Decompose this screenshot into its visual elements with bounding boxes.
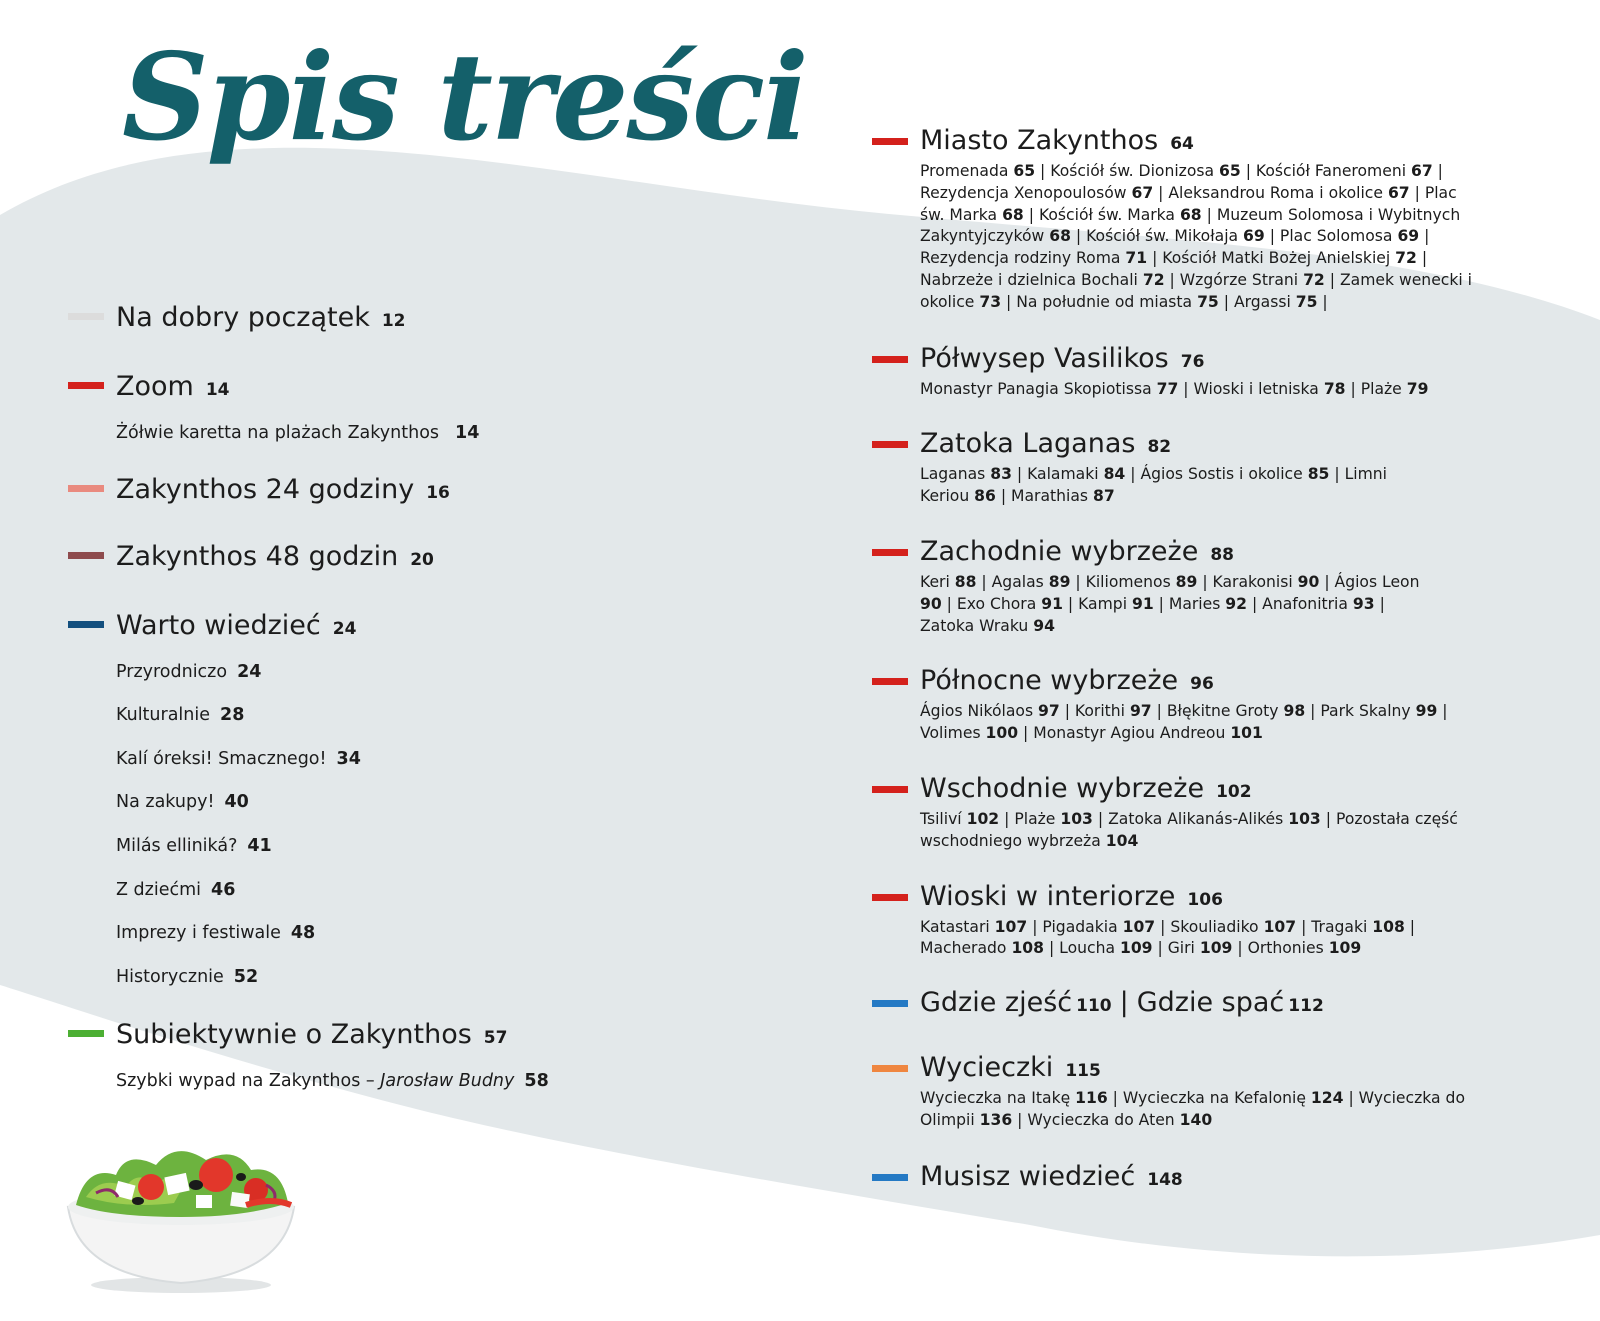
- toc-section-wschodnie[interactable]: [872, 772, 1582, 853]
- detail-item[interactable]: Wycieczka na Itakę 116: [920, 1089, 1108, 1108]
- section-title: Musisz wiedzieć: [920, 1160, 1136, 1192]
- detail-item[interactable]: Rezydencja rodziny Roma 71: [920, 249, 1148, 268]
- detail-item[interactable]: Aleksandrou Roma i okolice 67: [1168, 183, 1410, 202]
- detail-item[interactable]: Exo Chora 91: [956, 594, 1063, 613]
- toc-section-48-godzin[interactable]: [68, 535, 748, 582]
- toc-subitem[interactable]: Historycznie 52: [116, 966, 259, 987]
- section-color-bar: [68, 313, 104, 320]
- section-page-sleep: 112: [1288, 996, 1324, 1017]
- section-title: Miasto Zakynthos: [920, 125, 1159, 156]
- detail-item[interactable]: Wycieczka do Olimpii 136: [920, 1089, 1465, 1129]
- section-color-bar: [872, 678, 908, 685]
- section-title: Półwysep Vasilikos: [920, 342, 1169, 374]
- section-details: Laganas 83 | Kalamaki 84 | Ágios Sostis i okolice 85 | Limni Keriou 86 | Marathias 87: [920, 465, 1387, 506]
- section-title: Zachodnie wybrzeże: [920, 535, 1199, 567]
- toc-section-musisz-wiedziec[interactable]: [872, 1160, 1582, 1197]
- detail-item[interactable]: Kampi 91: [1078, 594, 1154, 613]
- detail-item[interactable]: Macherado 108: [920, 939, 1044, 958]
- detail-item[interactable]: Wycieczka na Kefalonię 124: [1122, 1089, 1344, 1108]
- section-color-bar: [68, 382, 104, 389]
- detail-item[interactable]: Zamek wenecki i okolice 73: [920, 270, 1473, 311]
- detail-item[interactable]: Agalas 89: [991, 572, 1071, 591]
- detail-item[interactable]: Kościół Matki Bożej Anielskiej 72: [1162, 249, 1417, 268]
- section-page: 24: [332, 618, 357, 639]
- section-details: Ágios Nikólaos 97 | Korithi 97 | Błękitne Groty 98 | Park Skalny 99 | Volimes 100 | Monastyr Agiou Andreou 101: [920, 702, 1448, 743]
- detail-item[interactable]: Błękitne Groty 98: [1166, 702, 1306, 721]
- detail-item[interactable]: Plaże 79: [1360, 379, 1429, 398]
- detail-item[interactable]: Wzgórze Strani 72: [1179, 270, 1325, 289]
- detail-item[interactable]: Promenada 65: [920, 162, 1036, 180]
- detail-item[interactable]: Ágios Sostis i okolice 85: [1140, 465, 1330, 484]
- detail-item[interactable]: Kościół św. Marka 68: [1038, 205, 1202, 224]
- section-page: 88: [1210, 544, 1235, 565]
- toc-section-wioski[interactable]: [872, 880, 1582, 961]
- detail-item[interactable]: Zatoka Alikanás-Alikés 103: [1108, 809, 1321, 828]
- section-color-bar: [68, 485, 104, 492]
- detail-item[interactable]: Volimes 100: [920, 724, 1019, 743]
- section-page: 148: [1147, 1169, 1183, 1190]
- toc-right-column: [872, 124, 1582, 1197]
- detail-item[interactable]: Plac Solomosa 69: [1279, 227, 1420, 246]
- section-page: 96: [1190, 674, 1214, 695]
- toc-section-wycieczki[interactable]: [872, 1051, 1582, 1132]
- toc-section-subiektywnie[interactable]: [68, 1013, 748, 1104]
- section-page: 16: [426, 482, 450, 503]
- detail-item[interactable]: Ágios Nikólaos 97: [920, 702, 1060, 721]
- section-title-sleep: Gdzie spać: [1136, 987, 1285, 1019]
- section-details: Wycieczka na Itakę 116 | Wycieczka na Kefalonię 124 | Wycieczka do Olimpii 136 | Wycieczka do Aten 140: [920, 1089, 1465, 1129]
- section-title: Warto wiedzieć: [116, 609, 321, 641]
- section-title: Wycieczki: [920, 1052, 1054, 1084]
- detail-item[interactable]: Kalamaki 84: [1027, 465, 1126, 484]
- detail-item[interactable]: Zatoka Wraku 94: [920, 616, 1055, 635]
- detail-item[interactable]: Kiliomenos 89: [1085, 572, 1198, 591]
- toc-section-miasto-zakynthos[interactable]: [872, 124, 1582, 314]
- section-title: Wioski w interiorze: [920, 880, 1176, 912]
- detail-item[interactable]: Muzeum Solomosa i Wybitnych Zakyntyjczyków 68: [920, 205, 1461, 246]
- detail-item[interactable]: Laganas 83: [920, 465, 1012, 484]
- detail-item[interactable]: Orthonies 109: [1247, 939, 1362, 958]
- section-color-bar: [872, 138, 908, 145]
- toc-subitem[interactable]: Żółwie karetta na plażach Zakynthos 14: [116, 423, 480, 443]
- toc-subitem[interactable]: Z dziećmi 46: [116, 879, 236, 900]
- section-details: Promenada 65 | Kościół św. Dionizosa 65 | Kościół Faneromeni 67 | Rezydencja Xenopoulosów 67 | Aleksandrou Roma i okolice 67 | Plac św. Marka 68 | Kościół św. Marka 68 | Muzeum Solomosa i Wybitnych Zakyntyjczyków 68 | Kościół św. Mikołaja 69 | Plac Solomosa 69 | Rezydencja rodziny Roma 71 | Kościół Matki Bożej Anielskiej 72 | Nabrzeże i dzielnica Bochali 72 | Wzgórze Strani 72 | Zamek wenecki i okolice 73 | Na południe od miasta 75 | Argassi 75 |: [920, 162, 1473, 311]
- section-title-eat: Gdzie zjeść: [920, 987, 1073, 1019]
- section-details: Keri 88 | Agalas 89 | Kiliomenos 89 | Karakonisi 90 | Ágios Leon 90 | Exo Chora 91 | Kampi 91 | Maries 92 | Anafonitria 93 | Zatoka Wraku 94: [920, 572, 1420, 635]
- detail-item[interactable]: Giri 109: [1167, 939, 1233, 958]
- section-title: Północne wybrzeże: [920, 665, 1179, 697]
- toc-section-zachodnie[interactable]: [872, 535, 1582, 637]
- section-color-bar: [872, 1065, 908, 1072]
- toc-subitem[interactable]: Kulturalnie 28: [116, 705, 245, 726]
- toc-section-24-godziny[interactable]: [68, 468, 748, 515]
- detail-item[interactable]: Park Skalny 99: [1320, 702, 1438, 721]
- section-color-bar: [68, 1030, 104, 1037]
- detail-item[interactable]: Kościół św. Dionizosa 65: [1050, 162, 1241, 180]
- detail-item[interactable]: Karakonisi 90: [1212, 572, 1320, 591]
- page-title: Spis treści: [122, 27, 807, 168]
- section-color-bar: [872, 356, 908, 363]
- detail-item[interactable]: Plaże 103: [1014, 809, 1093, 828]
- toc-subitem[interactable]: Kalí óreksi! Smacznego! 34: [116, 748, 361, 769]
- section-page: 115: [1065, 1061, 1101, 1082]
- section-details: Tsiliví 102 | Plaże 103 | Zatoka Alikanás-Alikés 103 | Pozostała część wschodniego wybrzeża 104: [920, 809, 1458, 850]
- toc-subitem[interactable]: Szybki wypad na Zakynthos – Jarosław Budny 58: [116, 1071, 549, 1092]
- detail-item[interactable]: Skouliadiko 107: [1170, 917, 1297, 936]
- detail-item[interactable]: Korithi 97: [1074, 702, 1152, 721]
- section-color-bar: [872, 549, 908, 556]
- section-details: Katastari 107 | Pigadakia 107 | Skouliadiko 107 | Tragaki 108 | Macherado 108 | Loucha 109 | Giri 109 | Orthonies 109: [920, 917, 1416, 958]
- section-color-bar: [872, 894, 908, 901]
- section-page: 12: [381, 311, 406, 331]
- detail-item[interactable]: Argassi 75: [1233, 292, 1318, 311]
- detail-item[interactable]: Kościół św. Mikołaja 69: [1086, 227, 1265, 246]
- detail-item[interactable]: Tsiliví 102: [920, 809, 1000, 828]
- author-name: Jarosław Budny: [380, 1071, 515, 1092]
- section-color-bar: [872, 1174, 908, 1181]
- section-page: 64: [1170, 134, 1194, 154]
- detail-item[interactable]: Monastyr Agiou Andreou 101: [1033, 724, 1263, 743]
- detail-item[interactable]: Plac św. Marka 68: [920, 183, 1457, 224]
- section-page-eat: 110: [1076, 996, 1112, 1017]
- section-color-bar: [68, 621, 104, 628]
- detail-item[interactable]: Maries 92: [1168, 594, 1247, 613]
- section-title: Zakynthos 24 godziny: [116, 473, 415, 505]
- toc-section-laganas[interactable]: [872, 427, 1582, 508]
- toc-left-column: [68, 296, 748, 1104]
- section-title: Zakynthos 48 godzin: [116, 540, 399, 572]
- detail-item[interactable]: Pigadakia 107: [1042, 917, 1156, 936]
- section-page: 14: [205, 380, 230, 400]
- toc-section-polnocne[interactable]: [872, 664, 1582, 745]
- detail-item[interactable]: Tragaki 108: [1311, 917, 1405, 936]
- detail-item[interactable]: Rezydencja Xenopoulosów 67: [920, 183, 1154, 202]
- toc-subitem[interactable]: Na zakupy! 40: [116, 792, 249, 813]
- toc-section-gdzie-zjesc-spac[interactable]: Gdzie zjeść 110 | Gdzie spać 112: [872, 986, 1582, 1023]
- detail-item[interactable]: Pozostała część wschodniego wybrzeża 104: [920, 809, 1458, 850]
- salad-bowl-image: [56, 1135, 306, 1295]
- section-page: 20: [410, 549, 434, 570]
- detail-item[interactable]: Ágios Leon 90: [920, 572, 1420, 613]
- section-color-bar: [872, 441, 908, 448]
- section-color-bar: [872, 1000, 908, 1007]
- section-title: Zatoka Laganas: [920, 428, 1136, 460]
- toc-subitem[interactable]: Przyrodniczo 24: [116, 661, 262, 682]
- section-title: Subiektywnie o Zakynthos: [116, 1019, 472, 1051]
- trailing-separator: |: [1317, 292, 1328, 311]
- section-page: 102: [1216, 781, 1252, 802]
- detail-item[interactable]: Monastyr Panagia Skopiotissa 77: [920, 379, 1179, 398]
- toc-section-vasilikos[interactable]: [872, 342, 1582, 401]
- detail-item[interactable]: Limni Keriou 86: [920, 465, 1387, 506]
- toc-section-na-dobry-poczatek[interactable]: [68, 296, 748, 343]
- detail-item[interactable]: Na południe od miasta 75: [1016, 292, 1219, 311]
- section-color-bar: [68, 552, 104, 559]
- section-color-bar: [872, 786, 908, 793]
- section-title: Zoom: [116, 371, 194, 402]
- detail-item[interactable]: Katastari 107: [920, 917, 1028, 936]
- detail-item[interactable]: Wycieczka do Aten 140: [1027, 1110, 1213, 1129]
- section-page: 57: [483, 1028, 508, 1049]
- toc-section-zoom[interactable]: [68, 365, 748, 456]
- detail-item[interactable]: Loucha 109: [1059, 939, 1153, 958]
- section-page: 76: [1180, 351, 1205, 372]
- detail-item[interactable]: Anafonitria 93: [1262, 594, 1375, 613]
- section-title: Wschodnie wybrzeże: [920, 772, 1205, 804]
- toc-subitem[interactable]: Imprezy i festiwale 48: [116, 923, 316, 944]
- detail-item[interactable]: Keri 88: [920, 572, 977, 591]
- toc-section-warto-wiedziec[interactable]: [68, 604, 748, 1000]
- detail-item[interactable]: Marathias 87: [1011, 487, 1115, 506]
- toc-subitem[interactable]: Milás elliniká? 41: [116, 835, 272, 856]
- section-page: 82: [1147, 437, 1172, 458]
- detail-item[interactable]: Nabrzeże i dzielnica Bochali 72: [920, 270, 1165, 289]
- section-details: Monastyr Panagia Skopiotissa 77 | Wioski i letniska 78 | Plaże 79: [920, 379, 1429, 398]
- section-title: Na dobry początek: [116, 302, 370, 333]
- detail-item[interactable]: Kościół Faneromeni 67: [1255, 162, 1433, 180]
- section-page: 106: [1187, 889, 1223, 910]
- detail-item[interactable]: Wioski i letniska 78: [1193, 379, 1346, 398]
